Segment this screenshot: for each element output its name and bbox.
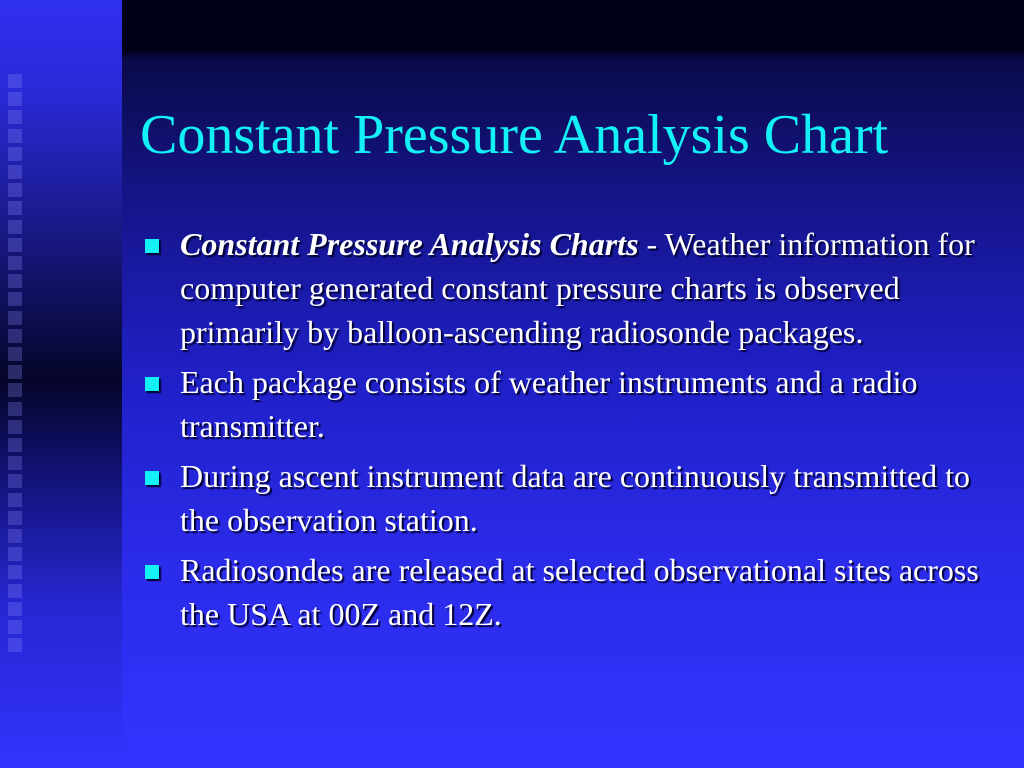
square-bullet-icon — [145, 377, 159, 391]
bullet-item — [140, 548, 1000, 636]
decorative-square — [8, 201, 22, 215]
decorative-square — [8, 110, 22, 124]
decorative-square — [8, 638, 22, 652]
square-bullet-icon — [145, 239, 159, 253]
decorative-square — [8, 256, 22, 270]
square-bullet-icon — [145, 471, 159, 485]
decorative-square — [8, 402, 22, 416]
decorative-square — [8, 274, 22, 288]
decorative-square — [8, 74, 22, 88]
decorative-square — [8, 311, 22, 325]
decorative-square — [8, 183, 22, 197]
decorative-square — [8, 602, 22, 616]
decorative-square — [8, 438, 22, 452]
bullet-item — [140, 360, 1000, 448]
bullet-term: Constant Pressure Analysis Charts — [180, 226, 639, 262]
decorative-square — [8, 620, 22, 634]
decorative-square — [8, 511, 22, 525]
bullet-text: During ascent instrument data are continuously transmitted to the observation station. — [180, 458, 971, 538]
decorative-squares-column — [0, 0, 30, 768]
bullet-item — [140, 454, 1000, 542]
decorative-square — [8, 529, 22, 543]
decorative-square — [8, 92, 22, 106]
decorative-square — [8, 456, 22, 470]
decorative-square — [8, 238, 22, 252]
decorative-square — [8, 147, 22, 161]
decorative-square — [8, 383, 22, 397]
decorative-square — [8, 129, 22, 143]
square-bullet-icon — [145, 565, 159, 579]
decorative-square — [8, 329, 22, 343]
bullet-text: Radiosondes are released at selected observational sites across the USA at 00Z and 12Z. — [180, 552, 979, 632]
decorative-square — [8, 292, 22, 306]
slide-title: Constant Pressure Analysis Chart — [140, 104, 889, 166]
bullet-text: - Weather information for computer generated constant pressure charts is observed primarily by balloon-ascending radiosonde packages. — [180, 226, 975, 350]
bullet-item — [140, 222, 1000, 354]
decorative-square — [8, 365, 22, 379]
bullet-list — [140, 222, 1000, 642]
decorative-square — [8, 220, 22, 234]
bullet-text: Each package consists of weather instruments and a radio transmitter. — [180, 364, 918, 444]
decorative-square — [8, 474, 22, 488]
decorative-square — [8, 584, 22, 598]
decorative-square — [8, 347, 22, 361]
decorative-square — [8, 493, 22, 507]
decorative-square — [8, 165, 22, 179]
top-dark-band — [122, 0, 1024, 52]
decorative-square — [8, 420, 22, 434]
decorative-square — [8, 565, 22, 579]
decorative-square — [8, 547, 22, 561]
